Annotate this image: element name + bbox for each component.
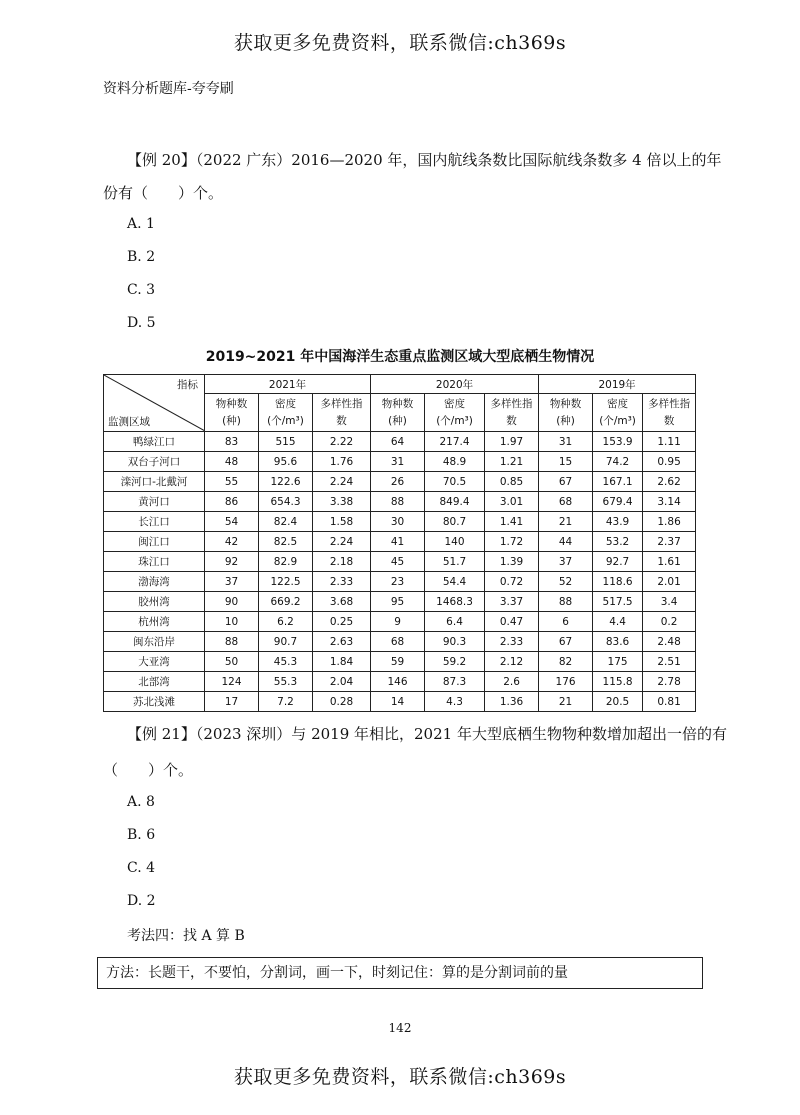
value-cell: 2.48 [643,632,696,652]
value-cell: 68 [539,492,593,512]
question-20-line1: 【例 20】（2022 广东）2016—2020 年，国内航线条数比国际航线条数多 4 倍以上的年 [127,151,722,169]
region-name-cell: 大亚湾 [104,652,205,672]
value-cell: 67 [539,472,593,492]
value-cell: 52 [539,572,593,592]
value-cell: 849.4 [425,492,485,512]
value-cell: 1.21 [485,452,539,472]
value-cell: 0.95 [643,452,696,472]
value-cell: 82.4 [259,512,313,532]
table-row [104,492,696,512]
value-cell: 59.2 [425,652,485,672]
value-cell: 122.6 [259,472,313,492]
value-cell: 26 [371,472,425,492]
value-cell: 44 [539,532,593,552]
question-21-line2: （ ）个。 [103,761,194,779]
value-cell: 118.6 [593,572,643,592]
value-cell: 2.33 [485,632,539,652]
value-cell: 167.1 [593,472,643,492]
value-cell: 2.33 [313,572,371,592]
value-cell: 124 [205,672,259,692]
watermark-bottom: 获取更多免费资料，联系微信:ch369s [233,1066,567,1088]
value-cell: 88 [539,592,593,612]
value-cell: 95.6 [259,452,313,472]
value-cell: 176 [539,672,593,692]
value-cell: 517.5 [593,592,643,612]
value-cell: 0.2 [643,612,696,632]
value-cell: 2.62 [643,472,696,492]
value-cell: 83.6 [593,632,643,652]
method-heading: 考法四：找 A 算 B [127,928,245,944]
value-cell: 9 [371,612,425,632]
value-cell: 2.37 [643,532,696,552]
table-row [104,572,696,592]
value-cell: 654.3 [259,492,313,512]
region-name-cell: 闽东沿岸 [104,632,205,652]
table-title: 2019~2021 年中国海洋生态重点监测区域大型底栖生物情况 [205,349,595,365]
value-cell: 6.4 [425,612,485,632]
value-cell: 42 [205,532,259,552]
value-cell: 4.4 [593,612,643,632]
value-cell: 80.7 [425,512,485,532]
value-cell: 45.3 [259,652,313,672]
region-name-cell: 长江口 [104,512,205,532]
value-cell: 55.3 [259,672,313,692]
value-cell: 59 [371,652,425,672]
value-cell: 2.01 [643,572,696,592]
value-cell: 31 [539,432,593,452]
value-cell: 17 [205,692,259,712]
table-row [104,672,696,692]
value-cell: 669.2 [259,592,313,612]
year-header-2019: 2019年 [539,375,696,394]
value-cell: 1.41 [485,512,539,532]
corner-region-label: 监测区域 [108,416,150,428]
value-cell: 2.12 [485,652,539,672]
value-cell: 140 [425,532,485,552]
value-cell: 3.68 [313,592,371,612]
table-row [104,652,696,672]
region-name-cell: 苏北浅滩 [104,692,205,712]
value-cell: 82.5 [259,532,313,552]
value-cell: 217.4 [425,432,485,452]
value-cell: 92.7 [593,552,643,572]
value-cell: 74.2 [593,452,643,472]
year-header-2021: 2021年 [205,375,371,394]
region-name-cell: 滦河口-北戴河 [104,472,205,492]
value-cell: 175 [593,652,643,672]
value-cell: 2.24 [313,532,371,552]
value-cell: 2.24 [313,472,371,492]
q21-option-b: B. 6 [127,827,156,843]
value-cell: 679.4 [593,492,643,512]
value-cell: 2.18 [313,552,371,572]
value-cell: 2.63 [313,632,371,652]
value-cell: 54.4 [425,572,485,592]
table-row [104,692,696,712]
value-cell: 1468.3 [425,592,485,612]
value-cell: 1.36 [485,692,539,712]
col-header-species: 物种数 (种) [539,394,593,432]
q21-option-a: A. 8 [127,794,155,810]
value-cell: 2.04 [313,672,371,692]
value-cell: 64 [371,432,425,452]
table-row [104,532,696,552]
value-cell: 31 [371,452,425,472]
table-corner-header [104,375,205,432]
document-subtitle: 资料分析题库-夸夸刷 [103,81,234,97]
value-cell: 1.58 [313,512,371,532]
value-cell: 1.39 [485,552,539,572]
col-header-diversity: 多样性指 数 [643,394,696,432]
value-cell: 37 [539,552,593,572]
value-cell: 3.37 [485,592,539,612]
value-cell: 3.38 [313,492,371,512]
value-cell: 68 [371,632,425,652]
value-cell: 1.84 [313,652,371,672]
value-cell: 7.2 [259,692,313,712]
value-cell: 6.2 [259,612,313,632]
value-cell: 1.76 [313,452,371,472]
value-cell: 2.22 [313,432,371,452]
value-cell: 43.9 [593,512,643,532]
value-cell: 70.5 [425,472,485,492]
table-row [104,632,696,652]
value-cell: 53.2 [593,532,643,552]
table-row [104,612,696,632]
value-cell: 82 [539,652,593,672]
question-21-line1: 【例 21】（2023 深圳）与 2019 年相比，2021 年大型底栖生物物种数增加超出一倍的有 [127,725,727,743]
col-header-diversity: 多样性指 数 [313,394,371,432]
value-cell: 37 [205,572,259,592]
value-cell: 14 [371,692,425,712]
value-cell: 83 [205,432,259,452]
value-cell: 21 [539,512,593,532]
table-row [104,432,696,452]
value-cell: 3.01 [485,492,539,512]
method-box: 方法：长题干，不要怕，分割词，画一下，时刻记住：算的是分割词前的量 [97,957,703,989]
value-cell: 4.3 [425,692,485,712]
region-name-cell: 珠江口 [104,552,205,572]
table-row [104,552,696,572]
value-cell: 67 [539,632,593,652]
value-cell: 51.7 [425,552,485,572]
region-name-cell: 胶州湾 [104,592,205,612]
region-name-cell: 黄河口 [104,492,205,512]
value-cell: 0.85 [485,472,539,492]
value-cell: 90 [205,592,259,612]
table-row [104,472,696,492]
col-header-species: 物种数 (种) [205,394,259,432]
value-cell: 92 [205,552,259,572]
value-cell: 1.11 [643,432,696,452]
q21-option-d: D. 2 [127,893,156,909]
q20-option-b: B. 2 [127,249,156,265]
value-cell: 45 [371,552,425,572]
region-name-cell: 双台子河口 [104,452,205,472]
value-cell: 153.9 [593,432,643,452]
value-cell: 55 [205,472,259,492]
q20-option-d: D. 5 [127,315,156,331]
question-20-line2: 份有（ ）个。 [103,184,224,202]
region-name-cell: 闽江口 [104,532,205,552]
value-cell: 41 [371,532,425,552]
value-cell: 88 [205,632,259,652]
value-cell: 3.4 [643,592,696,612]
value-cell: 88 [371,492,425,512]
benthic-organisms-table [103,374,696,712]
value-cell: 10 [205,612,259,632]
value-cell: 21 [539,692,593,712]
value-cell: 86 [205,492,259,512]
value-cell: 0.28 [313,692,371,712]
watermark-top: 获取更多免费资料，联系微信:ch369s [233,32,567,54]
q21-option-c: C. 4 [127,860,156,876]
value-cell: 146 [371,672,425,692]
value-cell: 54 [205,512,259,532]
col-header-density: 密度 (个/m³) [593,394,643,432]
year-header-2020: 2020年 [371,375,539,394]
value-cell: 1.61 [643,552,696,572]
value-cell: 2.51 [643,652,696,672]
col-header-diversity: 多样性指 数 [485,394,539,432]
table-row [104,592,696,612]
value-cell: 0.47 [485,612,539,632]
value-cell: 87.3 [425,672,485,692]
value-cell: 20.5 [593,692,643,712]
table-row [104,512,696,532]
value-cell: 82.9 [259,552,313,572]
value-cell: 2.78 [643,672,696,692]
value-cell: 122.5 [259,572,313,592]
value-cell: 23 [371,572,425,592]
col-header-density: 密度 (个/m³) [425,394,485,432]
q20-option-c: C. 3 [127,282,156,298]
corner-indicator-label: 指标 [177,379,198,391]
region-name-cell: 鸭绿江口 [104,432,205,452]
value-cell: 15 [539,452,593,472]
value-cell: 95 [371,592,425,612]
value-cell: 0.81 [643,692,696,712]
col-header-density: 密度 (个/m³) [259,394,313,432]
value-cell: 48 [205,452,259,472]
col-header-species: 物种数 (种) [371,394,425,432]
value-cell: 3.14 [643,492,696,512]
region-name-cell: 北部湾 [104,672,205,692]
value-cell: 50 [205,652,259,672]
value-cell: 1.97 [485,432,539,452]
value-cell: 2.6 [485,672,539,692]
value-cell: 30 [371,512,425,532]
value-cell: 48.9 [425,452,485,472]
value-cell: 90.3 [425,632,485,652]
value-cell: 90.7 [259,632,313,652]
value-cell: 6 [539,612,593,632]
value-cell: 1.86 [643,512,696,532]
q20-option-a: A. 1 [127,216,155,232]
value-cell: 1.72 [485,532,539,552]
table-row [104,452,696,472]
region-name-cell: 杭州湾 [104,612,205,632]
value-cell: 0.72 [485,572,539,592]
region-name-cell: 渤海湾 [104,572,205,592]
value-cell: 0.25 [313,612,371,632]
value-cell: 115.8 [593,672,643,692]
page-number: 142 [388,1021,412,1035]
value-cell: 515 [259,432,313,452]
